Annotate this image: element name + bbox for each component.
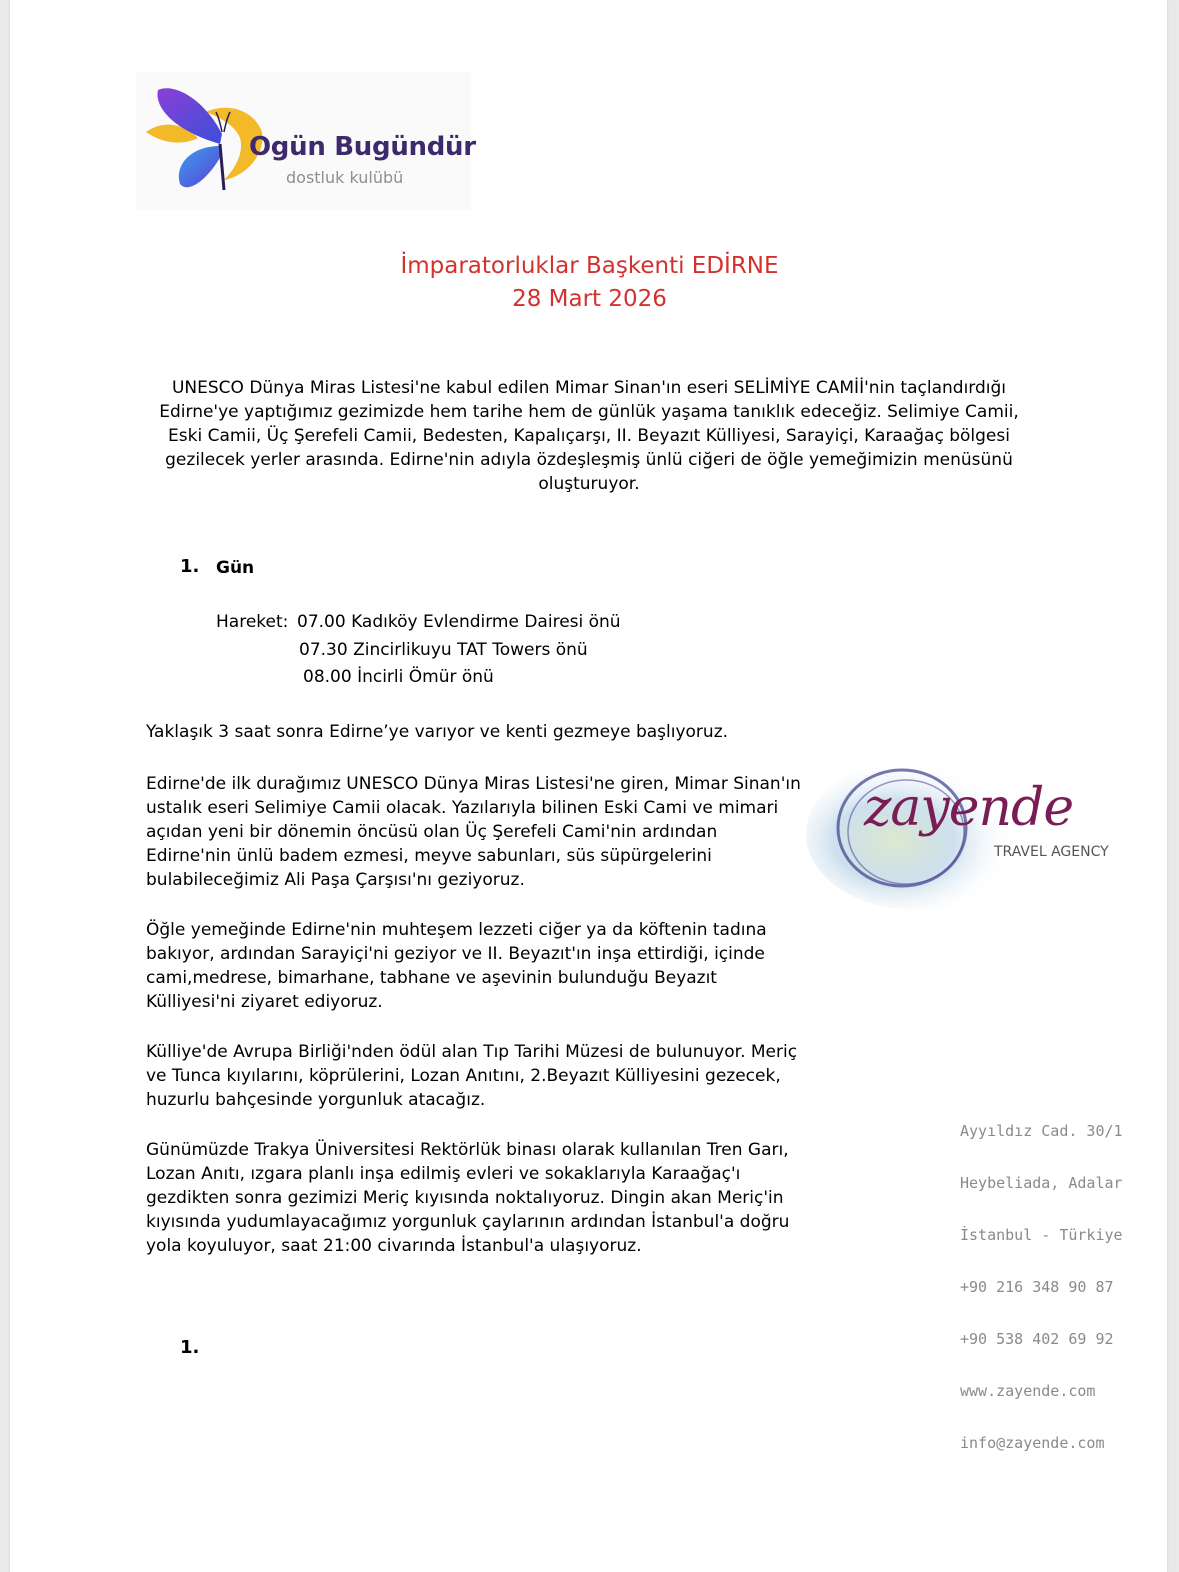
day1-number: 1. [180,556,200,577]
zayende-tagline: TRAVEL AGENCY [994,844,1109,860]
day2-number: 1. [180,1337,200,1358]
contact-website: www.zayende.com [960,1382,1096,1400]
ogun-bugundur-logo [136,72,476,210]
contact-address-3: İstanbul - Türkiye [960,1226,1123,1244]
contact-address-1: Ayyıldız Cad. 30/1 [960,1122,1123,1140]
contact-phone-1: +90 216 348 90 87 [960,1278,1114,1296]
intro-paragraph: UNESCO Dünya Miras Listesi'ne kabul edilen Mimar Sinan'ın eseri SELİMİYE CAMİİ'nin taçlandırdığı Edirne'ye yaptığımız gezimizde hem tarihe hem de günlük yaşama tanıklık edeceğiz. Selimiye Camii, Eski Camii, Üç Şerefeli Camii, Bedesten, Kapalıçarşı, II. Beyazıt Külliyesi, Sarayiçi, Karaağaç bölgesi gezilecek yerler arasında. Edirne'nin adıyla özdeşleşmiş ünlü ciğeri de öğle yemeğimizin menüsünü oluşturuyor. [159,378,1019,494]
itinerary-paragraph: Külliye'de Avrupa Birliği'nden ödül alan Tıp Tarihi Müzesi de bulunuyor. Meriç ve Tunca kıyılarını, köprülerini, Lozan Anıtını, 2.Beyazıt Külliyesini gezecek, huzurlu bahçesinde yorgunluk atacağız. [146,1042,798,1110]
departure-item: 08.00 İncirli Ömür önü [303,667,494,687]
ogun-logo-subtitle: dostluk kulübü [286,168,404,187]
zayende-logo [806,754,1126,910]
butterfly-moon-icon [136,72,266,210]
departure-item: 07.00 Kadıköy Evlendirme Dairesi önü [297,612,621,632]
itinerary-paragraph: Edirne'de ilk durağımız UNESCO Dünya Miras Listesi'ne giren, Mimar Sinan'ın ustalık eseri Selimiye Camii olacak. Yazılarıyla bilinen Eski Cami ve mimari açıdan yeni bir dönemin öncüsü olan Üç Şerefeli Cami'nin ardından Edirne'nin ünlü badem ezmesi, meyve sabunları, süs süpürgelerini bulabileceğimiz Ali Paşa Çarşısı'nı geziyoruz. [146,774,801,890]
itinerary-paragraph: Günümüzde Trakya Üniversitesi Rektörlük binası olarak kullanılan Tren Garı, Lozan Anıtı, ızgara planlı inşa edilmiş evleri ve sokaklarıyla Karaağaç'ı gezdikten sonra gezimizi Meriç kıyısında noktalıyoruz. Dingin akan Meriç'in kıyısında yudumlayacağımız yorgunluk çaylarının ardından İstanbul'a doğru yola koyuluyor, saat 21:00 civarında İstanbul'a ulaşıyoruz. [146,1140,790,1256]
document-title [0,250,1179,316]
day1-label: Gün [216,558,255,578]
ogun-logo-title: Ogün Bugündür [249,132,476,162]
departure-label: Hareket: [216,612,289,632]
zayende-wordmark: zayende [864,778,1074,838]
title-date: 28 Mart 2026 [512,286,667,312]
contact-phone-2: +90 538 402 69 92 [960,1330,1114,1348]
itinerary-paragraph: Yaklaşık 3 saat sonra Edirne’ye varıyor ve kenti gezmeye başlıyoruz. [146,722,729,742]
contact-email: info@zayende.com [960,1434,1105,1452]
title-line-1: İmparatorluklar Başkenti EDİRNE [400,253,779,279]
contact-address-2: Heybeliada, Adalar [960,1174,1123,1192]
departure-item: 07.30 Zincirlikuyu TAT Towers önü [299,640,588,660]
itinerary-paragraph: Öğle yemeğinde Edirne'nin muhteşem lezzeti ciğer ya da köftenin tadına bakıyor, ardından Sarayiçi'ni geziyor ve II. Beyazıt'ın inşa ettirdiği, içinde cami,medrese, bimarhane, tabhane ve aşevinin bulunduğu Beyazıt Külliyesi'ni ziyaret ediyoruz. [146,920,767,1012]
